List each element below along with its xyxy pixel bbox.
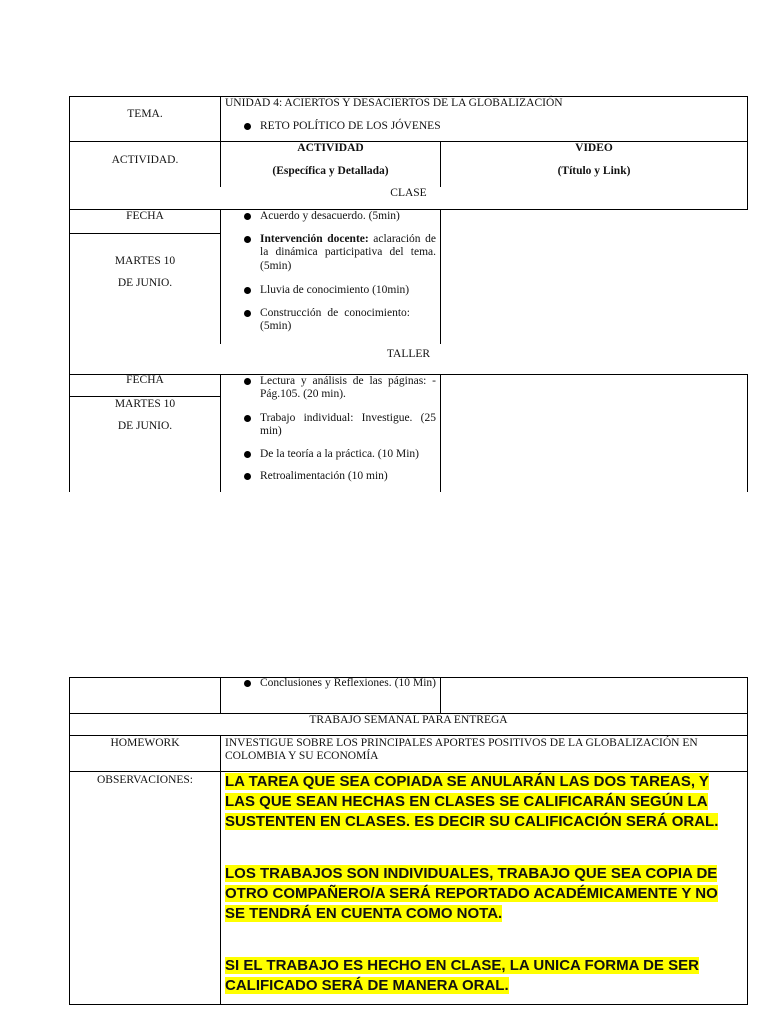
- actividad-label: ACTIVIDAD.: [111, 154, 179, 166]
- obs-note-oral-grading: SI EL TRABAJO ES HECHO EN CLASE, LA UNICA FORMA DE SER CALIFICADO SERÁ DE MANERA ORAL.: [225, 957, 699, 994]
- planning-table-bottom: Conclusiones y Reflexiones. (10 Min) TRABAJO SEMANAL PARA ENTREGA HOMEWORK INVESTIGUE SOBRE LOS PRINCIPALES APORTES POSITIVOS DE LA GLOBALIZACIÓN EN COLOMBIA Y SU ECONOMÍA OBSERVACIONES: LA TAREA QUE SEA COPIADA SE ANULARÁN LAS DOS TAREAS, Y LAS QUE SEAN HECHAS EN CLASES SE CALIFICARÁN SEGÚN LA SUSTENTEN EN CLASES. ES DECIR SU CALIFICACIÓN SERÁ ORAL. LOS TRABAJOS SON INDIVIDUALES, TRABAJO QUE SEA COPIA DE OTRO COMPAÑERO/A SERÁ REPORTADO ACADÉMICAMENTE Y NO SE TENDRÁ EN CUENTA COMO NOTA. SI EL TRABAJO ES HECHO EN CLASE, LA UNICA FORMA DE SER CALIFICADO SERÁ DE MANERA ORAL.: [0, 0, 768, 1024]
- fecha-date-line1: MARTES 10: [114, 255, 176, 267]
- unidad-title: UNIDAD 4: ACIERTOS Y DESACIERTOS DE LA GLOBALIZACIÓN: [225, 97, 563, 109]
- trabajo-semanal-heading: TRABAJO SEMANAL PARA ENTREGA: [309, 714, 508, 726]
- fecha-date-line2: DE JUNIO.: [117, 420, 173, 432]
- col-actividad-header: ACTIVIDAD: [297, 142, 364, 154]
- col-actividad-subheader: (Específica y Detallada): [272, 165, 389, 177]
- observaciones-text: [225, 772, 740, 996]
- fecha-label: FECHA: [126, 374, 164, 386]
- col-video-subheader: (Título y Link): [557, 165, 631, 177]
- obs-note-copied-tasks: LA TAREA QUE SEA COPIADA SE ANULARÁN LAS DOS TAREAS, Y LAS QUE SEAN HECHAS EN CLASES SE CALIFICARÁN SEGÚN LA SUSTENTEN EN CLASES. ES DECIR SU CALIFICACIÓN SERÁ ORAL.: [225, 773, 719, 830]
- homework-label: HOMEWORK: [110, 737, 180, 749]
- observaciones-label: OBSERVACIONES:: [97, 774, 193, 786]
- tema-label: TEMA.: [127, 108, 163, 120]
- section-clase: CLASE: [390, 187, 427, 199]
- col-video-header: VIDEO: [575, 142, 613, 154]
- bullet-icon: [244, 680, 251, 687]
- section-taller: TALLER: [386, 348, 431, 360]
- fecha-label: FECHA: [126, 210, 164, 222]
- fecha-date-line1: MARTES 10: [114, 398, 176, 410]
- planning-table-top: TEMA. UNIDAD 4: ACIERTOS Y DESACIERTOS DE LA GLOBALIZACIÓN RETO POLÍTICO DE LOS JÓVENES ACTIVIDAD. ACTIVIDAD (Específica y Detallada) VIDEO (Título y Link) CLASE FECHA MARTES 10 DE JUNIO. Acuerdo y desacuerdo. (5min) Intervención docente: aclaración de la dinámica participativa del tema. (5min) Lluvia de conocimiento (10min) Construcción de conocimiento: (5min) TALLER FECHA MARTES 10 DE JUNIO. Lectura y análisis de las páginas: -Pág.105. (20 min). Trabajo individual: Investigue. (25 min) De la teoría a la práctica. (10 Min) Retroalimentación (10 min): [0, 0, 768, 500]
- homework-text: INVESTIGUE SOBRE LOS PRINCIPALES APORTES POSITIVOS DE LA GLOBALIZACIÓN EN COLOMBIA Y SU ECONOMÍA: [225, 737, 698, 762]
- obs-note-individual-work: LOS TRABAJOS SON INDIVIDUALES, TRABAJO QUE SEA COPIA DE OTRO COMPAÑERO/A SERÁ REPORTADO ACADÉMICAMENTE Y NO SE TENDRÁ EN CUENTA COMO NOTA.: [225, 865, 718, 922]
- fecha-date-line2: DE JUNIO.: [117, 277, 173, 289]
